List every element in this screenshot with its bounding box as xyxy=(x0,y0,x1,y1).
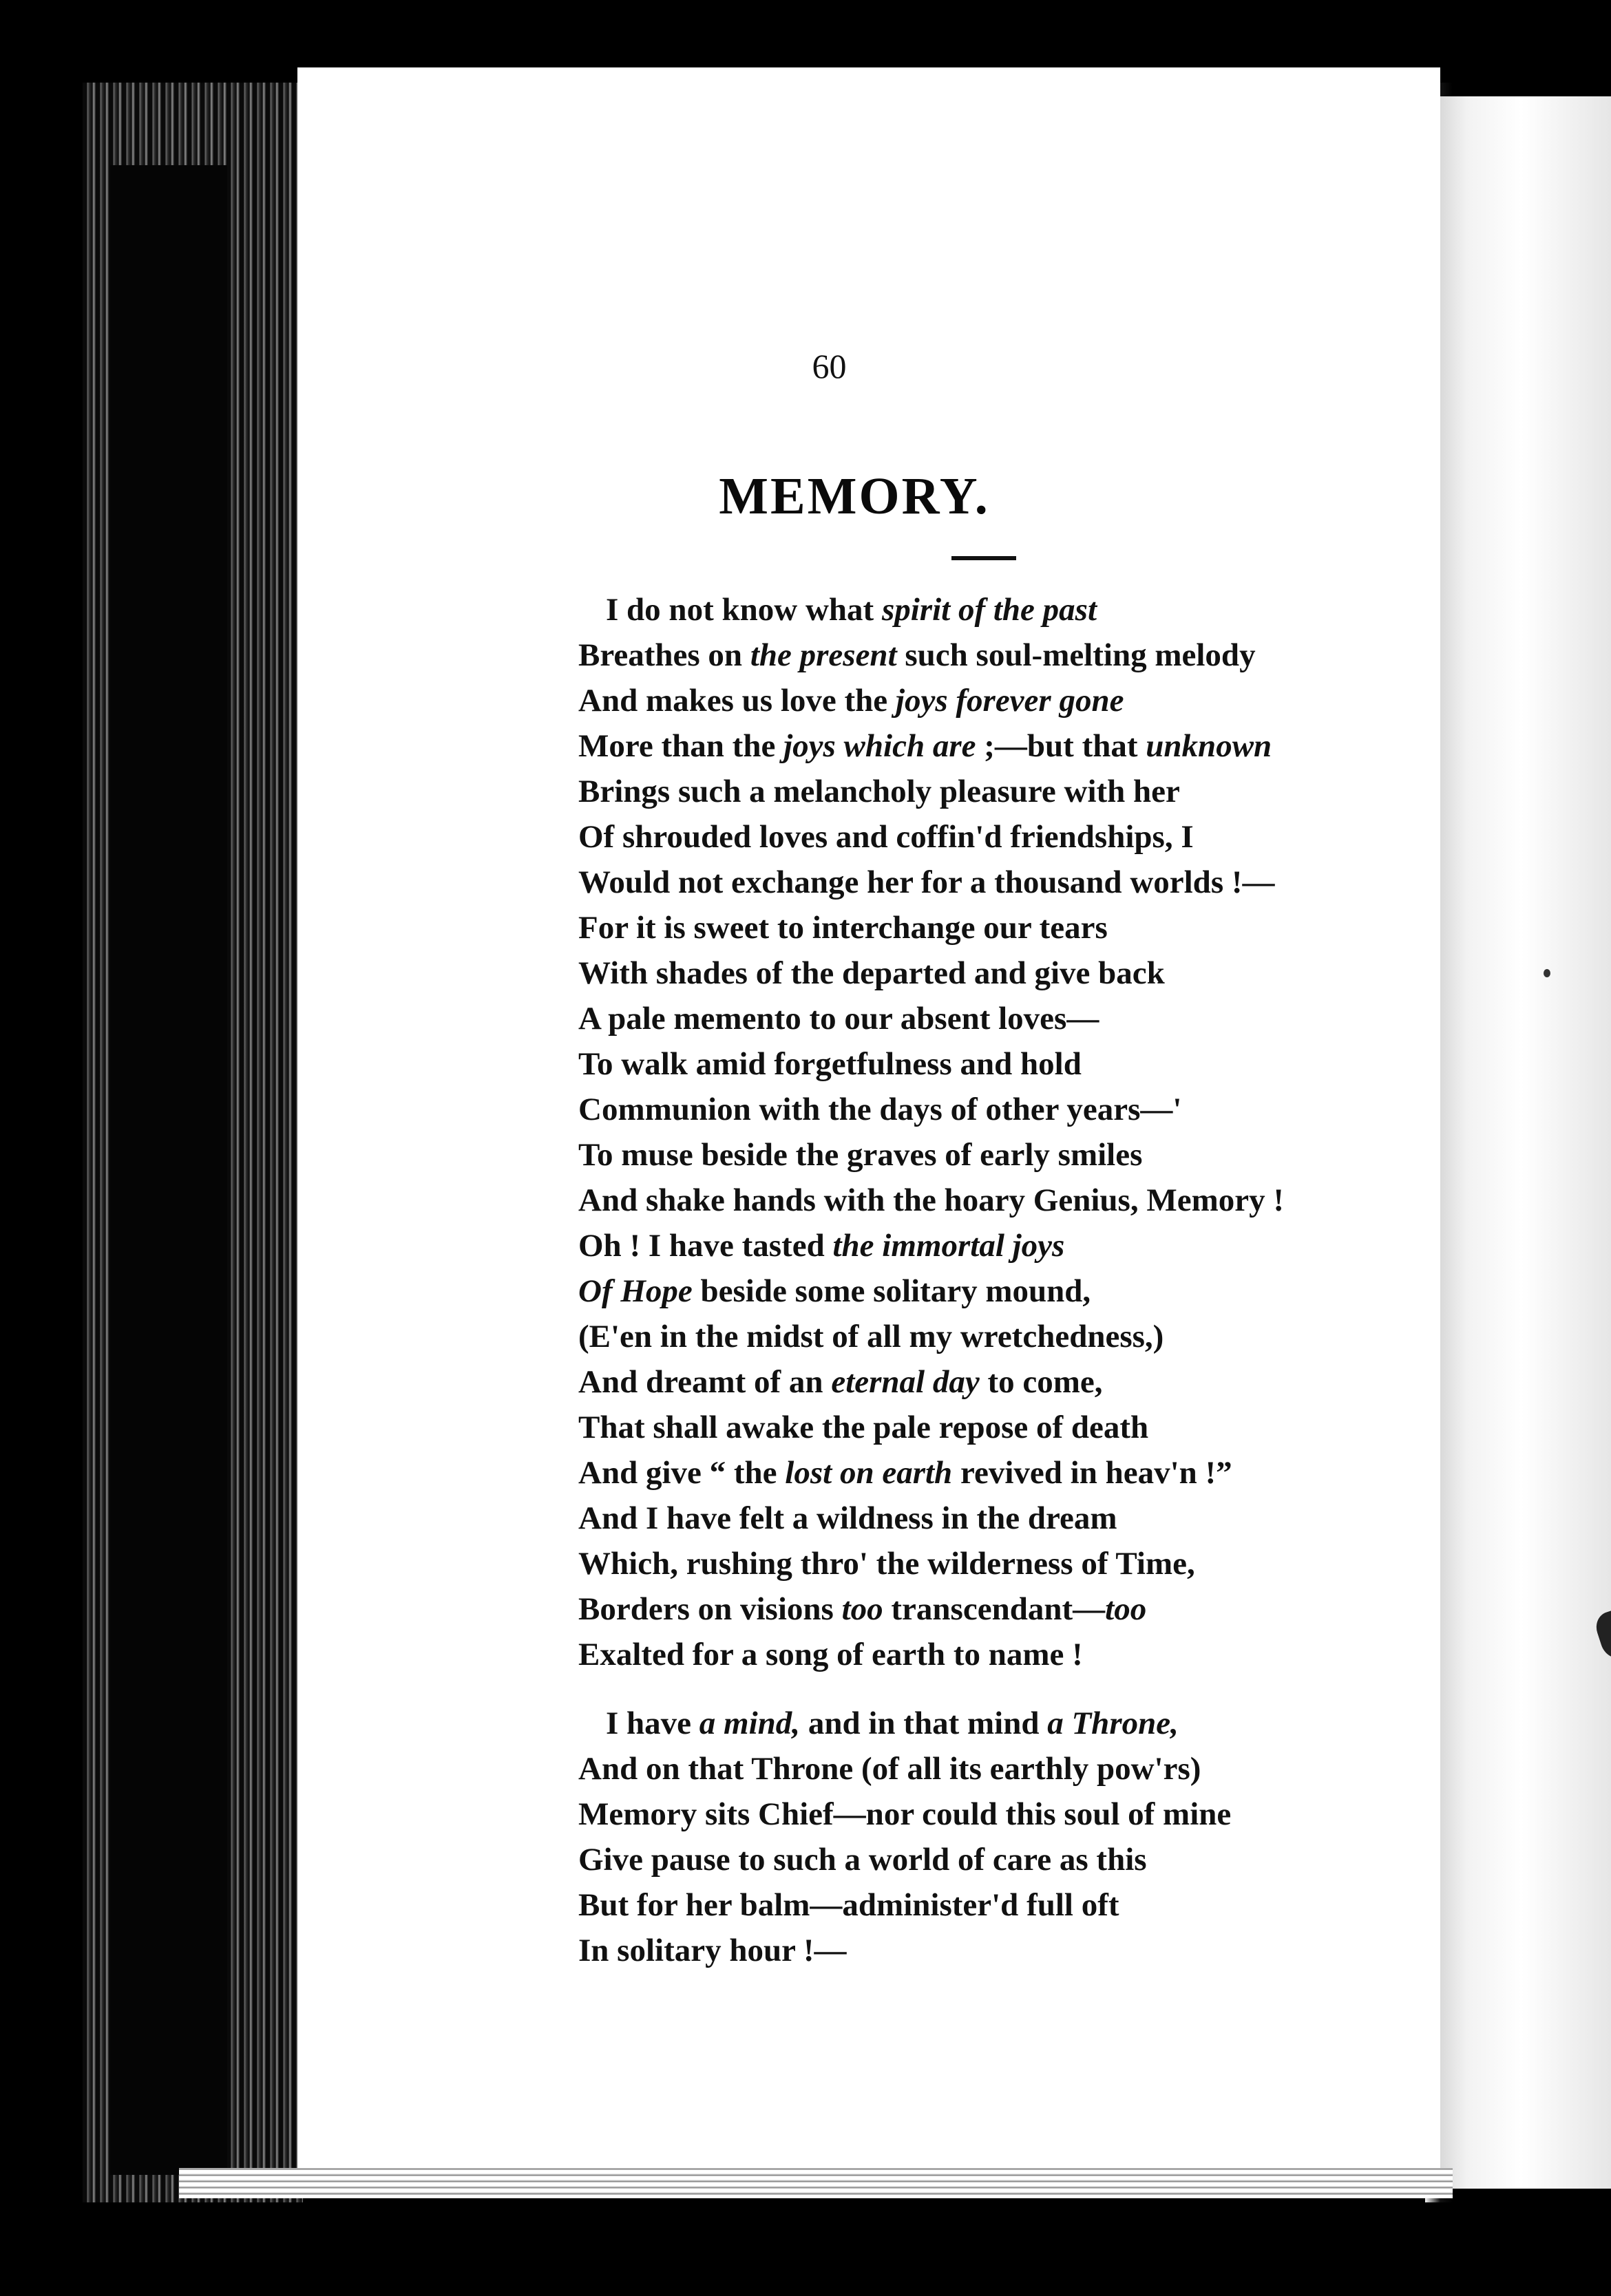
line-text: Give pause to such a world of care as this xyxy=(578,1842,1147,1878)
poem-line xyxy=(578,1450,1611,1496)
italic-phrase: the immortal joys xyxy=(832,1228,1065,1264)
italic-phrase: Of Hope xyxy=(578,1273,693,1309)
line-text: ;—but that xyxy=(976,728,1146,764)
poem-line xyxy=(578,1314,1611,1359)
poem-title: MEMORY. xyxy=(719,467,990,525)
line-text: Would not exchange her for a thousand worlds !— xyxy=(578,864,1275,900)
poem-line xyxy=(578,1541,1611,1586)
line-text: More than the xyxy=(578,728,784,764)
poem-line xyxy=(578,1087,1611,1132)
poem-line xyxy=(578,1041,1611,1087)
stanza-1 xyxy=(578,587,1611,1677)
line-text: Communion with the days of other years—' xyxy=(578,1092,1182,1127)
bottom-page-edges xyxy=(179,2168,1453,2198)
line-text: And I have felt a wildness in the dream xyxy=(578,1500,1117,1536)
poem-line xyxy=(578,769,1611,814)
line-text: Memory sits Chief—nor could this soul of mine xyxy=(578,1796,1232,1832)
poem-line xyxy=(578,1359,1611,1405)
poem-line xyxy=(578,1928,1611,1973)
page-number: 60 xyxy=(812,347,847,385)
poem-line xyxy=(578,1632,1611,1677)
poem-line xyxy=(578,860,1611,905)
line-text: But for her balm—administer'd full oft xyxy=(578,1887,1119,1923)
line-text: And give “ the xyxy=(578,1455,786,1491)
poem-line xyxy=(578,1132,1611,1178)
line-text: Breathes on xyxy=(578,637,750,673)
italic-phrase: too xyxy=(1105,1591,1147,1627)
poem-line xyxy=(578,814,1611,860)
poem-line xyxy=(578,996,1611,1041)
poem-body xyxy=(578,587,1611,1973)
line-text: And shake hands with the hoary Genius, Memory ! xyxy=(578,1182,1284,1218)
italic-phrase: lost on earth xyxy=(785,1455,953,1491)
line-text: beside some solitary mound, xyxy=(692,1273,1091,1309)
line-text: to come, xyxy=(979,1364,1103,1400)
title-rule xyxy=(951,556,1016,560)
italic-phrase: joys which are xyxy=(783,728,976,764)
line-text: And dreamt of an xyxy=(578,1364,832,1400)
poem-line xyxy=(578,950,1611,996)
line-text: revived in heav'n !” xyxy=(952,1455,1232,1491)
line-text: I do not know what xyxy=(606,592,882,628)
line-text: and in that mind xyxy=(800,1705,1048,1741)
italic-phrase: too xyxy=(841,1591,883,1627)
poem-line xyxy=(578,1405,1611,1450)
italic-phrase: a mind, xyxy=(699,1705,801,1741)
line-text: transcendant— xyxy=(883,1591,1106,1627)
italic-phrase: a Throne, xyxy=(1047,1705,1179,1741)
line-text: Of shrouded loves and coffin'd friendships, I xyxy=(578,819,1194,855)
poem-line xyxy=(578,905,1611,950)
italic-phrase: the present xyxy=(750,637,897,673)
line-text: To muse beside the graves of early smiles xyxy=(578,1137,1143,1173)
line-text: A pale memento to our absent loves— xyxy=(578,1001,1099,1037)
book-page xyxy=(297,67,1440,2182)
line-text: Brings such a melancholy pleasure with her xyxy=(578,774,1180,809)
book-spine-shadow xyxy=(110,165,227,2175)
line-text: To walk amid forgetfulness and hold xyxy=(578,1046,1082,1082)
line-text: That shall awake the pale repose of death xyxy=(578,1410,1149,1445)
poem-line xyxy=(578,1882,1611,1928)
poem-line xyxy=(578,723,1611,769)
line-text: With shades of the departed and give back xyxy=(578,955,1165,991)
line-text: I have xyxy=(606,1705,699,1741)
stanza-2 xyxy=(578,1701,1611,1973)
poem-line xyxy=(578,1223,1611,1268)
poem-line xyxy=(578,633,1611,678)
line-text: (E'en in the midst of all my wretchedness,) xyxy=(578,1319,1164,1354)
stanza-break xyxy=(578,1677,1611,1701)
poem-line xyxy=(578,587,1611,633)
line-text: And on that Throne (of all its earthly pow'rs) xyxy=(578,1751,1201,1787)
poem-line xyxy=(578,1268,1611,1314)
italic-phrase: joys forever gone xyxy=(895,683,1124,719)
poem-line xyxy=(578,1701,1611,1746)
line-text: such soul-melting melody xyxy=(896,637,1256,673)
italic-phrase: unknown xyxy=(1146,728,1272,764)
line-text: Which, rushing thro' the wilderness of Time, xyxy=(578,1546,1195,1582)
line-text: Oh ! I have tasted xyxy=(578,1228,833,1264)
line-text: And makes us love the xyxy=(578,683,896,719)
line-text: Exalted for a song of earth to name ! xyxy=(578,1637,1083,1672)
line-text: For it is sweet to interchange our tears xyxy=(578,910,1108,946)
poem-line xyxy=(578,1837,1611,1882)
italic-phrase: spirit of the past xyxy=(881,592,1097,628)
poem-line xyxy=(578,1746,1611,1792)
line-text: Borders on visions xyxy=(578,1591,842,1627)
poem-line xyxy=(578,1496,1611,1541)
poem-line xyxy=(578,678,1611,723)
line-text: In solitary hour !— xyxy=(578,1933,847,1968)
poem-line xyxy=(578,1586,1611,1632)
ink-speck xyxy=(1544,969,1550,977)
poem-line xyxy=(578,1178,1611,1223)
poem-line xyxy=(578,1792,1611,1837)
italic-phrase: eternal day xyxy=(831,1364,980,1400)
